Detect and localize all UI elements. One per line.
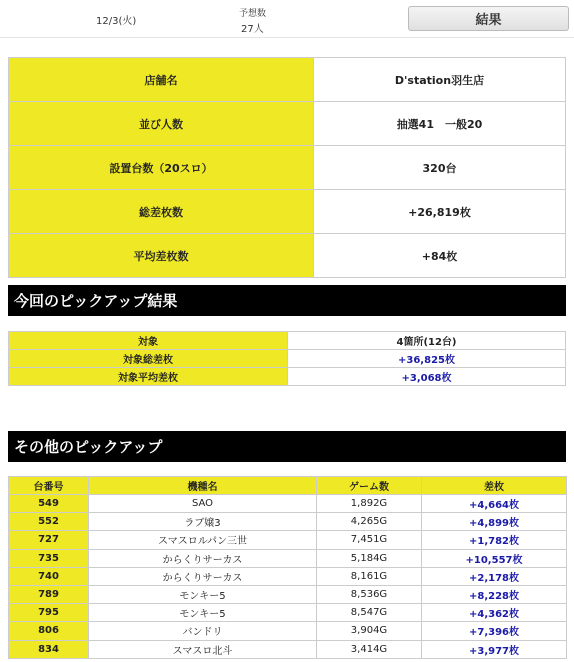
pickup-row	[9, 332, 566, 350]
column-header-diff: 差枚	[422, 477, 567, 495]
table-row	[9, 640, 567, 658]
diff-cell: +7,396枚	[422, 622, 567, 640]
machine-no-cell: 549	[9, 495, 89, 513]
table-header-row	[9, 477, 567, 495]
machine-no-cell: 806	[9, 622, 89, 640]
games-cell: 7,451G	[317, 531, 422, 549]
info-label: 店舗名	[9, 58, 314, 102]
diff-cell: +4,362枚	[422, 604, 567, 622]
prediction-count-label: 予想数	[239, 9, 267, 19]
machine-no-cell: 552	[9, 513, 89, 531]
machine-no-cell: 740	[9, 567, 89, 585]
table-row	[9, 531, 567, 549]
diff-cell: +2,178枚	[422, 567, 567, 585]
table-row	[9, 567, 567, 585]
other-pickup-heading: その他のピックアップ	[8, 431, 566, 462]
top-bar	[0, 0, 574, 38]
machine-name-cell: SAO	[89, 495, 317, 513]
diff-cell: +4,899枚	[422, 513, 567, 531]
info-value: D'station羽生店	[314, 58, 566, 102]
machine-no-cell: 834	[9, 640, 89, 658]
other-pickup-table	[8, 476, 567, 659]
info-label: 設置台数（20スロ）	[9, 146, 314, 190]
games-cell: 3,414G	[317, 640, 422, 658]
table-row	[9, 513, 567, 531]
info-row	[9, 58, 566, 102]
pickup-result-table	[8, 331, 566, 386]
column-header-machine-no: 台番号	[9, 477, 89, 495]
info-value: 320台	[314, 146, 566, 190]
info-row	[9, 234, 566, 278]
pickup-value: 4箇所(12台)	[288, 332, 566, 350]
table-row	[9, 604, 567, 622]
machine-no-cell: 727	[9, 531, 89, 549]
pickup-value: +3,068枚	[288, 368, 566, 386]
diff-cell: +3,977枚	[422, 640, 567, 658]
info-label: 並び人数	[9, 102, 314, 146]
games-cell: 8,547G	[317, 604, 422, 622]
table-row	[9, 549, 567, 567]
info-label: 総差枚数	[9, 190, 314, 234]
machine-name-cell: バンドリ	[89, 622, 317, 640]
pickup-label: 対象平均差枚	[9, 368, 288, 386]
date-label: 12/3(火)	[96, 16, 137, 27]
machine-no-cell: 795	[9, 604, 89, 622]
machine-name-cell: スマスロ北斗	[89, 640, 317, 658]
info-label: 平均差枚数	[9, 234, 314, 278]
pickup-label: 対象総差枚	[9, 350, 288, 368]
machine-name-cell: ラブ嬢3	[89, 513, 317, 531]
table-row	[9, 622, 567, 640]
column-header-games: ゲーム数	[317, 477, 422, 495]
games-cell: 4,265G	[317, 513, 422, 531]
pickup-result-heading: 今回のピックアップ結果	[8, 285, 566, 316]
machine-name-cell: モンキー5	[89, 604, 317, 622]
diff-cell: +4,664枚	[422, 495, 567, 513]
games-cell: 5,184G	[317, 549, 422, 567]
machine-no-cell: 789	[9, 585, 89, 603]
table-row	[9, 585, 567, 603]
info-row	[9, 102, 566, 146]
machine-name-cell: からくりサーカス	[89, 567, 317, 585]
column-header-machine-name: 機種名	[89, 477, 317, 495]
pickup-label: 対象	[9, 332, 288, 350]
info-value: +84枚	[314, 234, 566, 278]
machine-no-cell: 735	[9, 549, 89, 567]
machine-name-cell: スマスロルパン三世	[89, 531, 317, 549]
info-value: 抽選41 一般20	[314, 102, 566, 146]
pickup-row	[9, 350, 566, 368]
games-cell: 8,161G	[317, 567, 422, 585]
machine-name-cell: からくりサーカス	[89, 549, 317, 567]
machine-name-cell: モンキー5	[89, 585, 317, 603]
prediction-count-value: 27人	[241, 24, 264, 35]
diff-cell: +8,228枚	[422, 585, 567, 603]
games-cell: 3,904G	[317, 622, 422, 640]
games-cell: 1,892G	[317, 495, 422, 513]
info-row	[9, 146, 566, 190]
games-cell: 8,536G	[317, 585, 422, 603]
store-info-table	[8, 57, 566, 278]
diff-cell: +1,782枚	[422, 531, 567, 549]
table-row	[9, 495, 567, 513]
pickup-row	[9, 368, 566, 386]
info-row	[9, 190, 566, 234]
pickup-value: +36,825枚	[288, 350, 566, 368]
diff-cell: +10,557枚	[422, 549, 567, 567]
result-button[interactable]: 結果	[408, 6, 569, 31]
info-value: +26,819枚	[314, 190, 566, 234]
